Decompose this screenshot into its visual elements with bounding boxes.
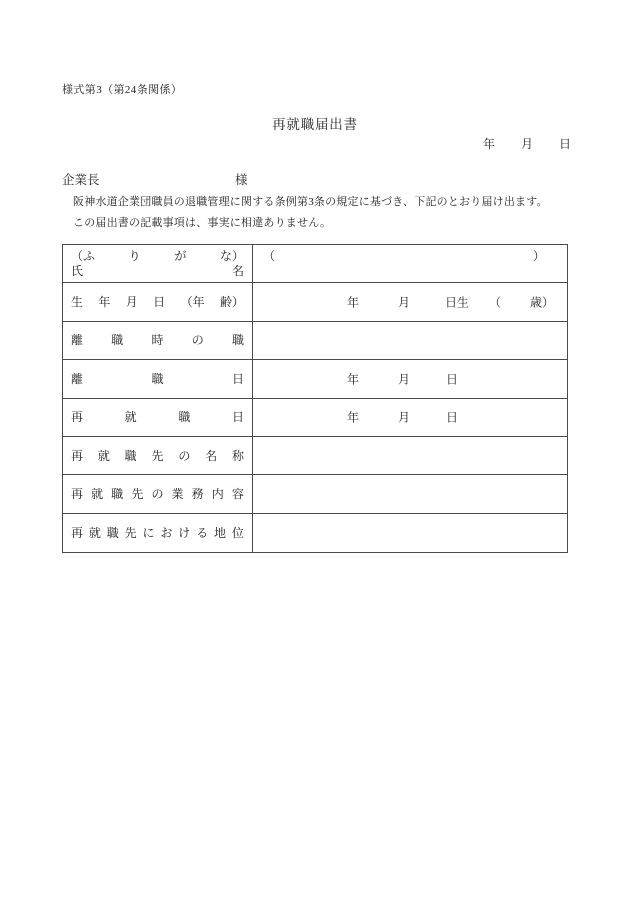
label-text: の bbox=[151, 487, 164, 502]
label-line-1 bbox=[71, 448, 244, 464]
value-unit-label: 月 bbox=[398, 410, 411, 425]
row-value-reemployment-date bbox=[253, 399, 567, 436]
form-number: 様式第3（第24条関係） bbox=[62, 84, 183, 96]
label-text: 時 bbox=[151, 333, 164, 348]
label-text: 名 bbox=[231, 264, 244, 278]
value-unit-label: 歳） bbox=[530, 295, 555, 310]
label-text: 生 bbox=[71, 295, 84, 310]
value-unit-label: 年 bbox=[347, 410, 360, 425]
label-text: 先 bbox=[131, 487, 144, 502]
page-title: 再就職届出書 bbox=[272, 117, 358, 132]
label-text: 日 bbox=[231, 371, 244, 386]
value-unit-label: 日 bbox=[446, 410, 459, 425]
value-unit-label: 年 bbox=[347, 295, 360, 310]
table-row-reemployer-name bbox=[63, 437, 567, 475]
label-line-1 bbox=[71, 525, 244, 541]
value-unit-label: 日 bbox=[446, 372, 459, 387]
label-text: 年 bbox=[98, 295, 111, 310]
row-label-birth-date-age bbox=[63, 283, 253, 320]
value-unit-label: 日生 bbox=[445, 295, 470, 310]
row-value-name-furigana bbox=[253, 245, 567, 282]
label-text: 職 bbox=[151, 371, 164, 386]
label-line-2 bbox=[71, 264, 244, 279]
label-text: 離 bbox=[71, 371, 84, 386]
label-line-1 bbox=[71, 486, 244, 502]
label-text: 職 bbox=[124, 448, 137, 463]
label-text: 再 bbox=[71, 487, 84, 502]
body-line-1: 阪神水道企業団職員の退職管理に関する条例第3条の規定に基づき、下記のとおり届け出ます。 bbox=[73, 196, 548, 208]
row-value-resignation-date bbox=[253, 360, 567, 397]
label-text: 名 bbox=[205, 448, 218, 463]
row-label-position-at-reemployer bbox=[63, 514, 253, 552]
label-text: 業 bbox=[171, 487, 184, 502]
label-text: 職 bbox=[111, 487, 124, 502]
row-label-reemployment-date bbox=[63, 399, 253, 436]
table-row-resignation-date bbox=[63, 360, 567, 398]
open-paren: （ bbox=[263, 249, 276, 263]
honorific-label: 様 bbox=[235, 173, 248, 187]
date-month-label: 月 bbox=[521, 137, 534, 151]
row-value-reemployer-business bbox=[253, 475, 567, 512]
label-text: の bbox=[178, 448, 191, 463]
label-line-1 bbox=[71, 294, 244, 310]
label-text: 就 bbox=[97, 448, 110, 463]
label-text: 齢） bbox=[219, 295, 244, 310]
row-label-reemployer-name bbox=[63, 437, 253, 474]
label-text: 内 bbox=[211, 487, 224, 502]
label-text: （ふ bbox=[71, 249, 96, 263]
row-value-birth-date-age bbox=[253, 283, 567, 320]
value-unit-label: 年 bbox=[347, 372, 360, 387]
label-text: 再 bbox=[71, 448, 84, 463]
row-value-position-at-resignation bbox=[253, 322, 567, 359]
label-text: な） bbox=[219, 249, 244, 263]
row-value-reemployer-name bbox=[253, 437, 567, 474]
label-text: 離 bbox=[71, 333, 84, 348]
label-text: 職 bbox=[111, 333, 124, 348]
date-day-label: 日 bbox=[559, 137, 572, 151]
row-label-resignation-date bbox=[63, 360, 253, 397]
label-text: 務 bbox=[191, 487, 204, 502]
label-text: 日 bbox=[153, 295, 166, 310]
label-text: り bbox=[128, 249, 141, 263]
label-text: る bbox=[196, 525, 209, 540]
table-row-position-at-reemployer bbox=[63, 514, 567, 552]
body-line-2: この届出書の記載事項は、事実に相違ありません。 bbox=[73, 216, 332, 229]
label-text: に bbox=[142, 525, 155, 540]
table-row-position-at-resignation bbox=[63, 322, 567, 360]
table-row-name-furigana bbox=[63, 245, 567, 283]
label-text: 氏 bbox=[71, 264, 84, 278]
row-label-reemployer-business bbox=[63, 475, 253, 512]
label-line-1 bbox=[71, 409, 244, 425]
label-text: 再 bbox=[71, 525, 84, 540]
label-text: 位 bbox=[231, 525, 244, 540]
row-label-position-at-resignation bbox=[63, 322, 253, 359]
table-row-reemployment-date bbox=[63, 399, 567, 437]
label-text: 地 bbox=[214, 525, 227, 540]
reemployment-table bbox=[62, 244, 568, 553]
label-text: 称 bbox=[231, 448, 244, 463]
body-text bbox=[73, 192, 573, 233]
label-text: 先 bbox=[151, 448, 164, 463]
label-text: お bbox=[160, 525, 173, 540]
label-text: 月 bbox=[125, 295, 138, 310]
row-label-name-furigana bbox=[63, 245, 253, 282]
close-paren: ） bbox=[532, 249, 545, 263]
label-text: 就 bbox=[88, 525, 101, 540]
salutation-line bbox=[62, 170, 382, 188]
value-unit-label: 月 bbox=[398, 295, 411, 310]
label-line-1 bbox=[71, 371, 244, 387]
label-text: が bbox=[174, 249, 187, 263]
label-text: 日 bbox=[231, 410, 244, 425]
date-year-label: 年 bbox=[483, 137, 496, 151]
label-text: 職 bbox=[106, 525, 119, 540]
label-text: 就 bbox=[124, 410, 137, 425]
label-text: 職 bbox=[231, 333, 244, 348]
label-text: 先 bbox=[124, 525, 137, 540]
value-unit-label: （ bbox=[489, 295, 502, 310]
table-row-birth-date-age bbox=[63, 283, 567, 321]
label-text: （年 bbox=[180, 295, 205, 310]
row-value-position-at-reemployer bbox=[253, 514, 567, 552]
label-text: の bbox=[191, 333, 204, 348]
value-unit-label: 月 bbox=[398, 372, 411, 387]
label-line-1 bbox=[71, 249, 244, 264]
label-text: 再 bbox=[71, 410, 84, 425]
label-text: 容 bbox=[231, 487, 244, 502]
label-text: 就 bbox=[91, 487, 104, 502]
label-line-1 bbox=[71, 332, 244, 348]
date-line bbox=[0, 135, 630, 151]
table-row-reemployer-business bbox=[63, 475, 567, 513]
addressee-label: 企業長 bbox=[62, 173, 100, 187]
label-text: 職 bbox=[178, 410, 191, 425]
label-text: け bbox=[178, 525, 191, 540]
